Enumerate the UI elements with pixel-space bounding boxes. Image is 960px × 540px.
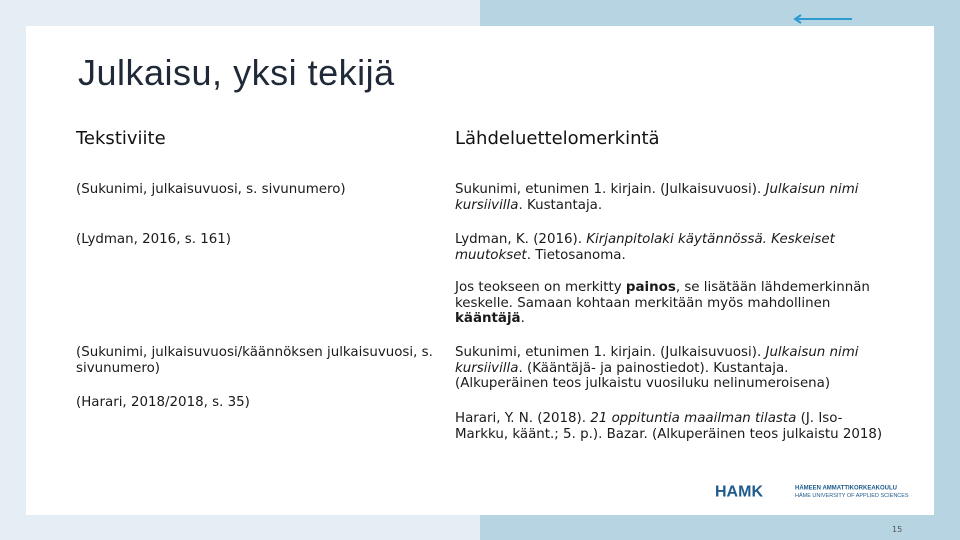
reference-italic: Julkaisun nimi kursiivilla (455, 345, 859, 376)
citation-format-in-text: (Sukunimi, julkaisuvuosi, s. sivunumero) (76, 182, 346, 197)
edition-translator-note (455, 280, 885, 327)
note-text: . (520, 311, 525, 326)
arrow-left-icon[interactable] (790, 12, 854, 26)
citation-example-translated: (Harari, 2018/2018, s. 35) (76, 395, 250, 410)
reference-example (455, 232, 885, 263)
citation-example-in-text: (Lydman, 2016, s. 161) (76, 232, 231, 247)
slide-title: Julkaisu, yksi tekijä (78, 52, 395, 93)
note-text: Jos teokseen on merkitty (455, 280, 626, 295)
reference-plain: Sukunimi, etunimen 1. kirjain. (Julkaisuvuosi). (455, 345, 766, 360)
note-bold-edition: painos (625, 280, 676, 295)
reference-italic: Kirjanpitolaki käytännössä. Keskeiset muutokset (455, 232, 835, 263)
reference-italic: Julkaisun nimi kursiivilla (455, 182, 859, 213)
logo-line-1: HÄMEEN AMMATTIKORKEAKOULU (795, 485, 897, 492)
reference-plain: Sukunimi, etunimen 1. kirjain. (Julkaisuvuosi). (455, 182, 766, 197)
column-header-lahdeluettelomerkinta: Lähdeluettelomerkintä (455, 128, 660, 149)
column-header-tekstiviite: Tekstiviite (76, 128, 166, 149)
reference-tail: (J. Iso-Markku, käänt.; 5. p.). Bazar. (Alkuperäinen teos julkaistu 2018) (455, 411, 883, 442)
reference-italic: 21 oppituntia maailman tilasta (590, 411, 797, 426)
logo-word: HAMK (715, 483, 763, 499)
reference-tail: . (Kääntäjä- ja painostiedot). Kustantaja. (Alkuperäinen teos julkaistu vuosiluku nelinumeroisena) (455, 360, 831, 391)
reference-tail: . Tietosanoma. (526, 247, 626, 263)
hamk-logo (715, 483, 915, 499)
reference-format (455, 182, 885, 213)
reference-example-translated (455, 411, 885, 442)
reference-plain: Harari, Y. N. (2018). (455, 411, 591, 426)
reference-plain: Lydman, K. (2016). (455, 232, 587, 247)
citation-format-translated: (Sukunimi, julkaisuvuosi/käännöksen julkaisuvuosi, s. sivunumero) (76, 345, 433, 376)
logo-line-2: HÄME UNIVERSITY OF APPLIED SCIENCES (795, 493, 909, 499)
reference-format-translated (455, 345, 885, 392)
page-number: 15 (892, 525, 903, 534)
reference-tail: . Kustantaja. (518, 197, 603, 213)
note-bold-translator: kääntäjä (455, 311, 521, 326)
note-text: , se lisätään lähdemerkinnän keskelle. Samaan kohtaan merkitään myös mahdollinen (455, 280, 870, 311)
